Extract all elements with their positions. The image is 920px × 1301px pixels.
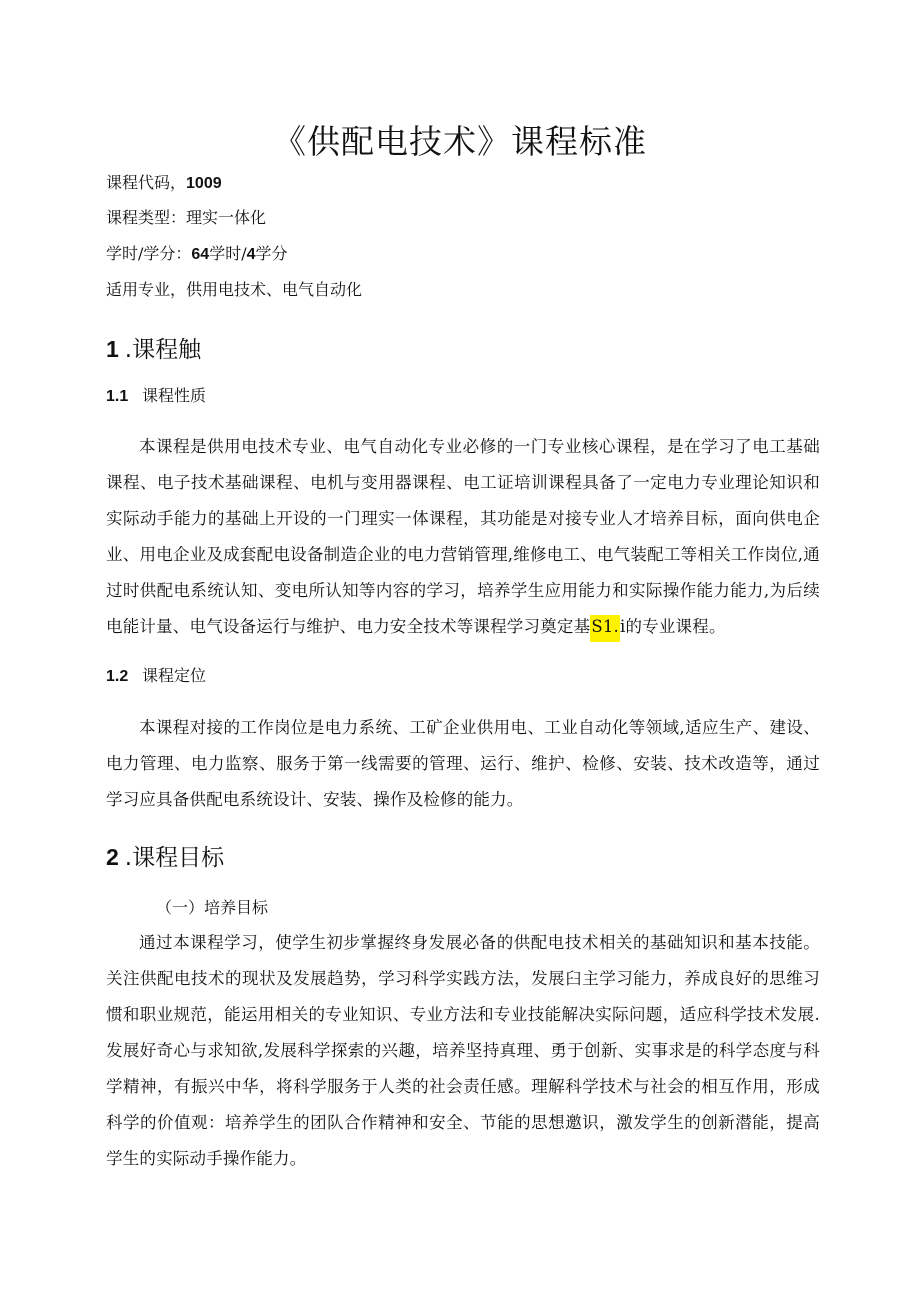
meta-course-type: 课程类型：理实一体化 (106, 208, 267, 227)
section-2-title: .课程目标 (124, 845, 225, 871)
document-title: 《供配电技术》课程标准 (273, 122, 647, 161)
section-1-number: 1 (106, 336, 119, 362)
meta-hours-mid: 学时/ (209, 244, 247, 263)
section-1-2-paragraph: 本课程对接的工作岗位是电力系统、工矿企业供用电、工业自动化等领域,适应生产、建设、电力管理、电力监察、服务于第一线需要的管理、运行、维护、检修、安装、技术改造等，通过学习应具备供配电系统设计、安装、操作及检修的能力。 (106, 718, 820, 809)
section-1-1-title: 课程性质 (142, 386, 207, 405)
section-1-2-title: 课程定位 (142, 666, 207, 685)
section-1-heading (106, 335, 201, 364)
section-1-2-heading (106, 666, 206, 687)
highlighted-text: S1. (590, 615, 620, 642)
meta-hours-credits (106, 244, 288, 265)
meta-credits-value: 4 (246, 246, 256, 263)
section-1-title: .课程触 (124, 337, 202, 363)
meta-code-value: 1009 (186, 175, 222, 192)
meta-applicable-major: 适用专业，供用电技术、电气自动化 (106, 280, 363, 299)
section-1-2-number: 1.2 (106, 668, 129, 685)
meta-course-code (106, 173, 222, 194)
meta-hours-value: 64 (191, 246, 210, 263)
section-2-heading (106, 843, 224, 872)
section-1-1-heading (106, 386, 206, 407)
section-2-number: 2 (106, 844, 119, 870)
section-1-1-text-end: i的专业课程。 (619, 617, 726, 636)
section-1-1-paragraph (106, 429, 820, 645)
section-1-1-number: 1.1 (106, 388, 129, 405)
section-1-1-text: 本课程是供用电技术专业、电气自动化专业必修的一门专业核心课程，是在学习了电工基础课程、电子技术基础课程、电机与变用器课程、电工证培训课程具备了一定电力专业理论知识和实际动手能力的基础上开设的一门理实一体课程，其功能是对接专业人才培养目标，面向供电企业、用电企业及成套配电设备制造企业的电力营销管理,维修电工、电气装配工等相关工作岗位,通过时供配电系统认知、变电所认知等内容的学习，培养学生应用能力和实际操作能力能力,为后续电能计量、电气设备运行与维护、电力安全技术等课程学习奠定基 (106, 437, 820, 636)
meta-hours-suffix: 学分 (255, 244, 288, 263)
meta-code-label: 课程代码， (106, 173, 187, 192)
meta-hours-prefix: 学时/学分： (106, 244, 192, 263)
section-2-1-paragraph: 通过本课程学习，使学生初步掌握终身发展必备的供配电技术相关的基础知识和基本技能。关注供配电技术的现状及发展趋势，学习科学实践方法，发展臼主学习能力，养成良好的思维习惯和职业规范，能运用相关的专业知识、专业方法和专业技能解决实际问题，适应科学技术发展.发展好奇心与求知欲,发展科学探索的兴趣，培养坚持真理、勇于创新、实事求是的科学态度与科学精神，有振兴中华，将科学服务于人类的社会责任感。理解科学技术与社会的相互作用，形成科学的价值观：培养学生的团队合作精神和安全、节能的思想邀识，激发学生的创新潜能，提高学生的实际动手操作能力。 (106, 933, 820, 1168)
section-2-1-heading: （一）培养目标 (156, 898, 269, 917)
